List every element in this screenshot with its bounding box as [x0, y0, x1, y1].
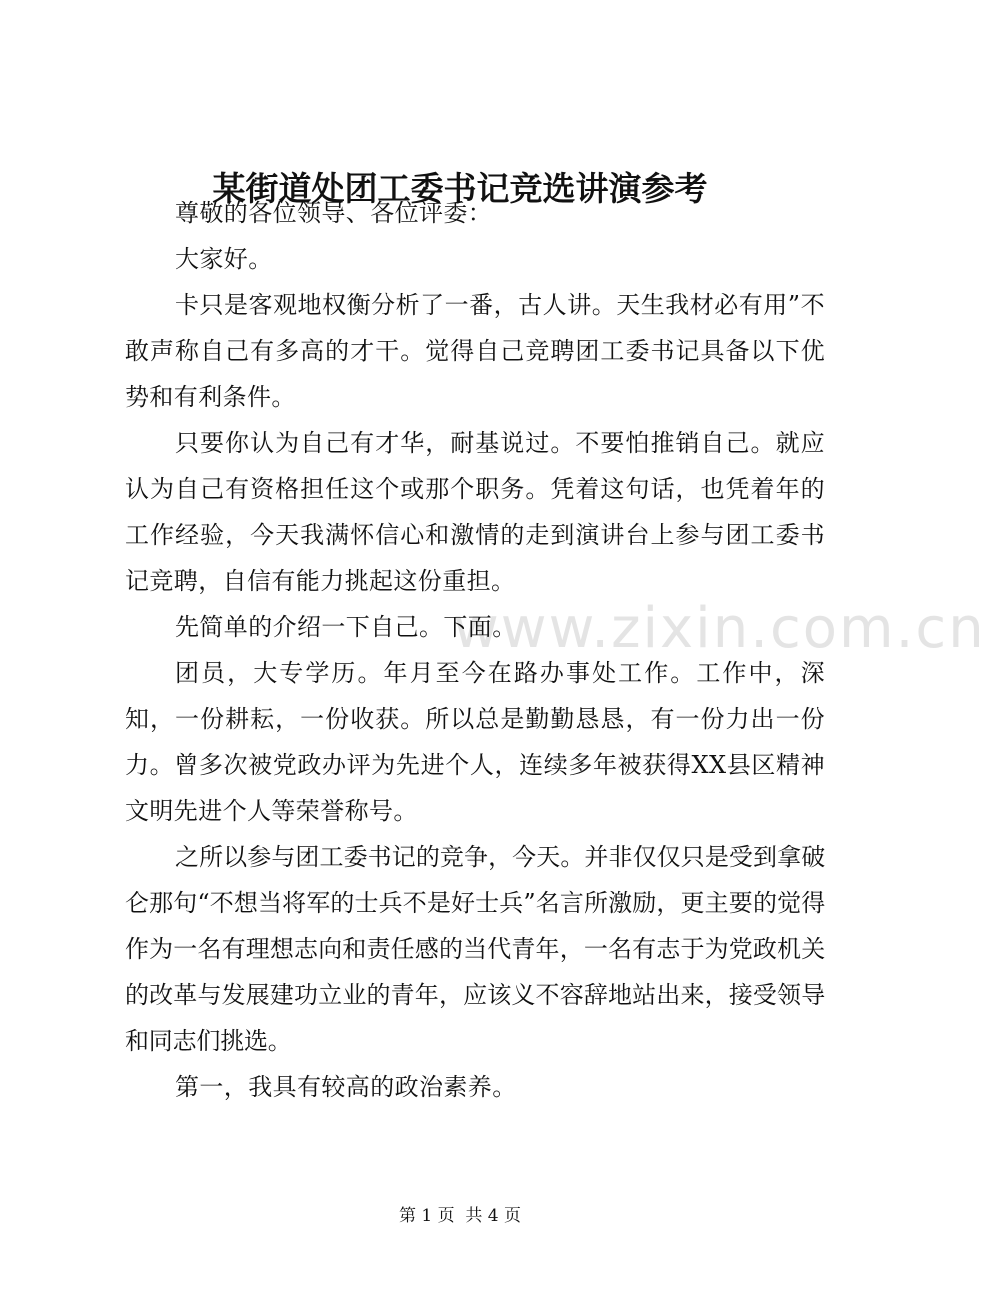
document-title: 某街道处团工委书记竞选讲演参考 — [212, 169, 708, 208]
page-footer: 第 1 页 共 4 页 — [398, 1206, 522, 1226]
paragraph-motivation: 之所以参与团工委书记的竞争，今天。并非仅仅只是受到拿破仑那句“不想当将军的士兵不是好士兵”名言所激励，更主要的觉得作为一名有理想志向和责任感的当代青年，一名有志于为党政机关的改革与发展建功立业的青年，应该义不容辞地站出来，接受领导和同志们挑选。 — [125, 843, 825, 1055]
paragraph-point-one: 第一，我具有较高的政治素养。 — [175, 1073, 517, 1101]
paragraph-self-assessment: 卡只是客观地权衡分析了一番，古人讲。天生我材必有用”不敢声称自己有多高的才干。觉得自己竞聘团工委书记具备以下优势和有利条件。 — [125, 291, 825, 411]
document-body — [125, 190, 825, 1110]
paragraph-background: 团员，大专学历。年月至今在路办事处工作。工作中，深知，一份耕耘，一份收获。所以总是勤勤恳恳，有一份力出一份力。曾多次被党政办评为先进个人，连续多年被获得XX县区精神文明先进个人等荣誉称号。 — [125, 659, 825, 825]
paragraph-confidence: 只要你认为自己有才华，耐基说过。不要怕推销自己。就应认为自己有资格担任这个或那个职务。凭着这句话，也凭着年的工作经验，今天我满怀信心和激情的走到演讲台上参与团工委书记竞聘，自信有能力挑起这份重担。 — [125, 429, 825, 595]
watermark: www.zixin.com.cn — [453, 596, 986, 661]
paragraph-greeting: 大家好。 — [175, 245, 273, 273]
paragraph-intro-heading: 先简单的介绍一下自己。下面。 — [175, 613, 517, 641]
paragraph-salutation: 尊敬的各位领导、各位评委： — [175, 199, 493, 227]
